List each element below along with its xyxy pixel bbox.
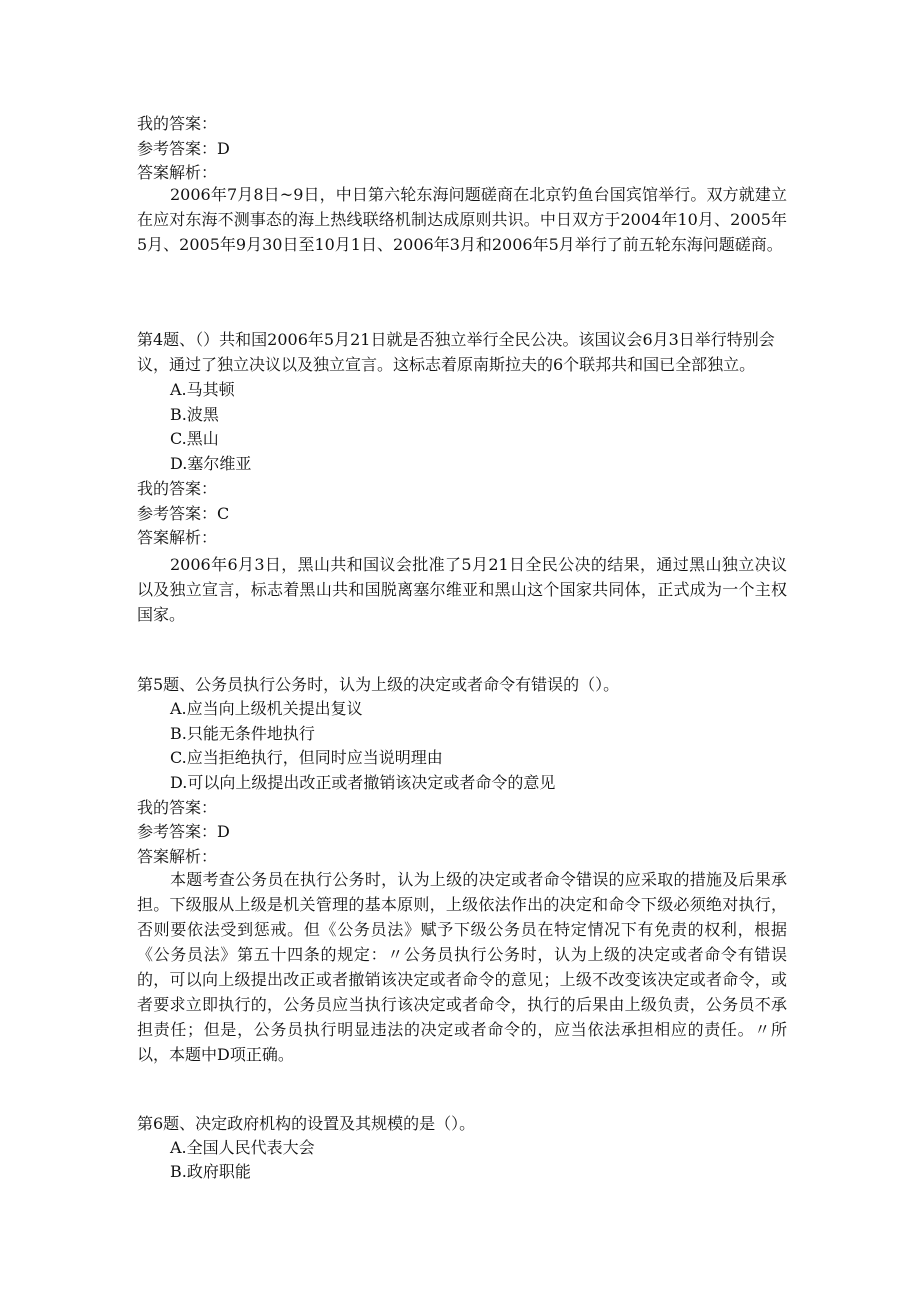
option-b: B.政府职能: [170, 1162, 251, 1181]
analysis-text: 本题考查公务员在执行公务时，认为上级的决定或者命令错误的应采取的措施及后果承担。下级服从上级是机关管理的基本原则，上级依法作出的决定和命令下级必须绝对执行，否则要依法受到惩戒。但《公务员法》赋予下级公务员在特定情况下有免责的权利，根据《公务员法》第五十四条的规定：〃公务员执行公务时，认为上级的决定或者命令有错误的，可以向上级提出改正或者撤销该决定或者命令的意见；上级不改变该决定或者命令，或者要求立即执行的，公务员应当执行该决定或者命令，执行的后果由上级负责，公务员不承担责任；但是，公务员执行明显违法的决定或者命令的，应当依法承担相应的责任。〃所以，本题中D项正确。: [137, 870, 787, 1064]
my-answer-label: 我的答案：: [137, 798, 218, 817]
analysis-text: 2006年6月3日，黑山共和国议会批准了5月21日全民公决的结果，通过黑山独立决议以及独立宣言，标志着黑山共和国脱离塞尔维亚和黑山这个国家共同体，正式成为一个主权国家。: [137, 555, 787, 624]
analysis-label: 答案解析：: [137, 528, 218, 547]
option-b: B.只能无条件地执行: [170, 724, 315, 743]
reference-answer: 参考答案：D: [137, 822, 230, 841]
question-text: 第4题、（）共和国2006年5月21日就是否独立举行全民公决。该国议会6月3日举行特别会议，通过了独立决议以及独立宣言。这标志着原南斯拉夫的6个联邦共和国已全部独立。: [137, 330, 775, 374]
reference-answer: 参考答案：C: [137, 504, 230, 523]
option-c: C.应当拒绝执行，但同时应当说明理由: [170, 748, 443, 767]
analysis-label: 答案解析：: [137, 163, 218, 182]
question-text: 第6题、决定政府机构的设置及其规模的是（）。: [137, 1114, 476, 1133]
question-text: 第5题、公务员执行公务时，认为上级的决定或者命令有错误的（）。: [137, 675, 620, 694]
option-b: B.波黑: [170, 405, 219, 424]
option-a: A.马其顿: [170, 380, 235, 399]
option-a: A.应当向上级机关提出复议: [170, 699, 363, 718]
option-a: A.全国人民代表大会: [170, 1138, 315, 1157]
option-d: D.可以向上级提出改正或者撤销该决定或者命令的意见: [170, 773, 556, 792]
option-d: D.塞尔维亚: [170, 454, 252, 473]
option-c: C.黑山: [170, 429, 219, 448]
analysis-text: 2006年7月8日~9日，中日第六轮东海问题磋商在北京钓鱼台国宾馆举行。双方就建立在应对东海不测事态的海上热线联络机制达成原则共识。中日双方于2004年10月、2005年5月、2005年9月30日至10月1日、2006年3月和2006年5月举行了前五轮东海问题磋商。: [137, 185, 787, 254]
my-answer-label: 我的答案：: [137, 479, 218, 498]
analysis-label: 答案解析：: [137, 847, 218, 866]
reference-answer: 参考答案：D: [137, 139, 230, 158]
my-answer-label: 我的答案：: [137, 114, 218, 133]
